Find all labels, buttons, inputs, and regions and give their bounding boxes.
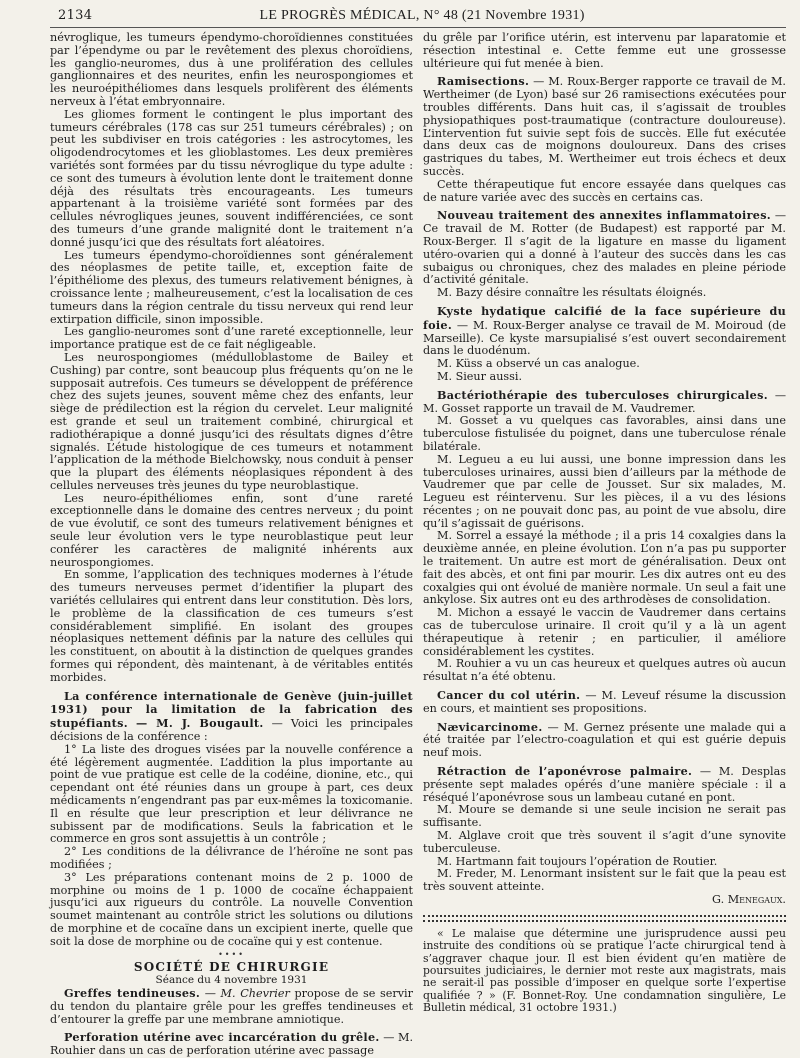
section-text: — Ce travail de M. Rotter (de Budapest) est rapporté par M. Roux-Berger. Il s’agit de la ligature en masse du ligament utéro-ovarien qui a donné à l’auteur des succès dans les cas subaigus ou chroniques, chez des malades en pleine période d’activité génitale. xyxy=(423,209,786,287)
society-heading: SOCIÉTÉ DE CHIRURGIE xyxy=(133,960,330,975)
left-column xyxy=(50,32,413,1058)
divider: •••• xyxy=(218,949,245,959)
section-title: Bactériothérapie des tuberculoses chirurgicales. xyxy=(437,387,768,402)
section-text: — M. Rouhier dans un cas de perforation utérine avec passage xyxy=(50,1031,413,1058)
section-title: Greffes tendineuses. xyxy=(64,985,201,1000)
section-text: propose de se servir du tendon du plantaire grêle pour les greffes tendineuses et d’entourer la greffe par une membrane amniotique. xyxy=(50,986,413,1026)
section-text: — M. Leveuf résume la discussion en cours, et maintient ses propositions. xyxy=(423,689,787,715)
page-number: 2134 xyxy=(58,8,93,23)
quote-block: « Le malaise que détermine une jurisprudence aussi peu instruite des conditions où se pratique l’acte chirurgical tend à s’aggraver chaque jour. Il est bien évident qu’en matière de poursuites judiciaires, le dernier mot reste aux magistrats, mais ne serait-il pas possible d’imposer en quelque sorte l’expertise qualifiée ? » (F. Bonnet-Roy. Une condamnation singulière, Le Bulletin médical, 31 octobre 1931.) xyxy=(423,926,786,1015)
section-annexites xyxy=(423,209,786,287)
section-text: — M. Gosset rapporte un travail de M. Vaudremer. xyxy=(423,388,786,415)
paragraph: névroglique, les tumeurs épendymo-choroïdiennes constituées par l’épendyme ou par le revêtement des plexus choroïdiens, les ganglio-neuromes, dus à une prolifération des cellules ganglionnaires et des neurites, enfin les neurospongiomes et les neuroépithéliomes dans lesquels prolifèrent des éléments nerveux à l’état embryonnaire. xyxy=(50,31,413,108)
list-item: 1° La liste des drogues visées par la nouvelle conférence a été légèrement augmentée. L’addition la plus importante au point de vue pratique est celle de la codéine, dionine, etc., qui cependant ont été réunies dans un groupe à part, ces deux médicaments n’engendrant pas par eux-mêmes la toxicomanie. Il en résulte que leur prescription et leur délivrance ne subissent par de modifications. Seuls la fabrication et le commerce en gros sont assujettis à un contrôle ; xyxy=(50,742,413,846)
paragraph: Les neuro-épithéliomes enfin, sont d’une rareté exceptionnelle dans le domaine des centres nerveux ; du point de vue évolutif, ce sont des tumeurs relativement bénignes et seule leur évolution vers le type neuroblastique peut leur conférer les caractères de malignité inhérents aux neurospongiomes. xyxy=(50,491,413,569)
paragraph: M. Küss a observé un cas analogue. xyxy=(437,357,640,371)
section-title: Ramisections. xyxy=(437,74,530,89)
section-title: La conférence internationale de Genève (juin-juillet 1931) pour la limitation de la fabrication des stupéfiants. xyxy=(50,688,413,731)
list-item: 3° Les préparations contenant moins de 2 p. 1000 de morphine ou moins de 1 p. 1000 de cocaïne échappaient jusqu’ici aux rigueurs du contrôle. La nouvelle Convention soumet maintenant au contrôle strict les solutions ou dilutions de morphine et de cocaïne dans un excipient inerte, quelle que soit la dose de morphine ou de cocaïne qui y est contenue. xyxy=(50,870,413,948)
paragraph: M. Sorrel a essayé la méthode ; il a pris 14 coxalgies dans la deuxième année, en pleine évolution. L’on n’a pas pu supporter le traitement. Un autre est mort de généralisation. Deux ont fait des abcès, et ont fini par mourir. Les dix autres ont eu des coxalgies qui ont évolué de manière normale. Un seul a fait une ankylose. Six autres ont eu des arthrodèses de consolidation. xyxy=(423,529,786,607)
section-greffes xyxy=(50,987,413,1026)
paragraph: En somme, l’application des techniques modernes à l’étude des tumeurs nerveuses permet d’identifier la plupart des variétés cellulaires qui entrent dans leur constitution. Dès lors, le problème de la classification de ces tumeurs s’est considérablement simplifié. En isolant des groupes néoplasiques nettement définis par la nature des cellules qui les constituent, on aboutit à la distinction de quelques grandes formes qui répondent, dès maintenant, à de véritables entités morbides. xyxy=(50,568,413,684)
paragraph: M. Legueu a eu lui aussi, une bonne impression dans les tuberculoses urinaires, aussi bien d’ailleurs par la méthode de Vaudremer que par celle de Jousset. Sur six malades, M. Legueu est réintervenu. Sur les pièces, il a vu des lésions récentes ; on ne pouvait donc pas, au point de vue absolu, dire qu’il s’agissait de guérisons. xyxy=(423,452,786,530)
section-title: Perforation utérine avec incarcération du grêle. xyxy=(64,1030,380,1045)
paragraph: Les tumeurs épendymo-choroïdiennes sont généralement des néoplasmes de petite taille, et, exception faite de l’épithéliome des plexus, des tumeurs relativement bénignes, à croissance lente ; malheureusement, c’est la localisation de ces tumeurs dans la région centrale du tissu nerveux qui rend leur extirpation difficile, sinon impossible. xyxy=(50,248,413,326)
section-naevicarcinome xyxy=(423,721,786,760)
section-geneve xyxy=(50,690,413,744)
section-intro: — Voici les principales décisions de la conférence : xyxy=(50,717,414,744)
section-text: — M. Roux-Berger rapporte ce travail de M. Wertheimer (de Lyon) basé sur 26 ramisections exécutées pour troubles différents. Dans huit cas, il s’agissait de troubles physiopathiques post-traumatique (contracture douloureuse). L’intervention fut suivie sept fois de succès. Elle fut exécutée dans deux cas de moignons douloureux. Dans des crises gastriques du tabes, M. Wertheimer eut trois échecs et deux succès. xyxy=(423,75,786,178)
section-title: Cancer du col utérin. xyxy=(437,688,581,703)
section-title: Kyste hydatique calcifié de la face supérieure du foie. xyxy=(423,303,786,332)
section-bacteriotherapie xyxy=(423,389,786,416)
paragraph: M. Bazy désire connaître les résultats éloignés. xyxy=(437,286,707,300)
paragraph: M. Hartmann fait toujours l’opération de Routier. xyxy=(437,854,718,868)
section-ramisections xyxy=(423,75,786,178)
section-author: — M. J. Bougault. xyxy=(136,716,264,731)
section-title: Rétraction de l’aponévrose palmaire. xyxy=(437,764,693,779)
paragraph: M. Sieur aussi. xyxy=(437,369,523,383)
paragraph: M. Alglave croit que très souvent il s’agit d’une synovite tuberculeuse. xyxy=(423,829,786,855)
section-author: — M. Chevrier xyxy=(204,986,290,1000)
section-text: — M. Desplas présente sept malades opérés d’une manière spéciale : il a réséqué l’aponévrose sous un lambeau cutané en pont. xyxy=(423,765,787,804)
journal-title: LE PROGRÈS MÉDICAL, N° 48 (21 Novembre 1931) xyxy=(259,8,585,23)
section-text: — M. Roux-Berger analyse ce travail de M. Moiroud (de Marseille). Ce kyste marsupialisé s’est ouvert secondairement dans le duodénum. xyxy=(423,318,786,358)
paragraph: M. Freder, M. Lenormant insistent sur le fait que la peau est très souvent atteinte. xyxy=(423,867,786,894)
paragraph: Les gliomes forment le contingent le plus important des tumeurs cérébrales (178 cas sur 251 tumeurs cérébrales) ; on peut les subdiviser en trois catégories : les astrocytomes, les oligodendrocytomes et les glioblastomes. Les deux premières variétés sont formées par du tissu névroglique du type adulte : ce sont des tumeurs à évolution lente dont le traitement donne déjà des résultats très encourageants. Les tumeurs appartenant à la troisième variété sont formées par des cellules névrogliques jeunes, souvent indifférenciées, ce sont des tumeurs d’une grande malignité dont le traitement n’a donné jusqu’ici que des résultats fort aléatoires. xyxy=(50,107,413,249)
paragraph: du grêle par l’orifice utérin, est intervenu par laparatomie et résection intestinal e. Cette femme eut une grossesse ultérieure qui fut menée à bien. xyxy=(423,31,786,70)
page-header xyxy=(50,8,786,28)
section-retraction xyxy=(423,765,786,804)
paragraph: M. Michon a essayé le vaccin de Vaudremer dans certains cas de tuberculose urinaire. Il croit qu’il y a là un agent thérapeutique à retenir ; en particulier, il améliore considérablement les cystites. xyxy=(423,606,786,658)
paragraph: Cette thérapeutique fut encore essayée dans quelques cas de nature variée avec des succès en certains cas. xyxy=(423,177,786,204)
paragraph: M. Rouhier a vu un cas heureux et quelques autres où aucun résultat n’a été obtenu. xyxy=(423,657,786,684)
session-date: Séance du 4 novembre 1931 xyxy=(155,974,308,987)
paragraph: M. Moure se demande si une seule incision ne serait pas suffisante. xyxy=(423,803,786,830)
section-cancer xyxy=(423,689,786,716)
paragraph: M. Gosset a vu quelques cas favorables, ainsi dans une tuberculose fistulisée du poignet, dans une tuberculose rénale bilatérale. xyxy=(423,414,786,453)
section-text: — M. Gernez présente une malade qui a été traitée par l’electro-coagulation et qui est guérie depuis neuf mois. xyxy=(423,720,786,760)
section-kyste xyxy=(423,305,786,358)
section-title: Nouveau traitement des annexites inflammatoires. xyxy=(437,208,771,223)
section-title: Nævicarcinome. xyxy=(437,719,543,734)
signature: G. Menegaux. xyxy=(712,893,786,906)
paragraph: Les ganglio-neuromes sont d’une rareté exceptionnelle, leur importance pratique est de ce fait négligeable. xyxy=(50,325,413,352)
right-column xyxy=(423,32,786,1058)
paragraph: Les neurospongiomes (médulloblastome de Bailey et Cushing) par contre, sont beaucoup plus fréquents qu’on ne le supposait autrefois. Ces tumeurs se développent de préférence chez des sujets jeunes, souvent même chez des enfants, leur siège de prédilection est la région du cervelet. Leur malignité est grande et seul un traitement combiné, chirurgical et radiothérapique a donné jusqu’ici des résultats dignes d’être signalés. L’étude histologique de ces tumeurs et notamment l’application de la méthode Bielchowsky, nous conduit à penser que la plupart des éléments néoplasiques répondent à des cellules nerveuses très jeunes du type neuroblastique. xyxy=(50,350,413,492)
dotted-divider xyxy=(423,915,786,922)
list-item: 2° Les conditions de la délivrance de l’héroïne ne sont pas modifiées ; xyxy=(50,845,413,871)
section-perforation xyxy=(50,1031,413,1058)
